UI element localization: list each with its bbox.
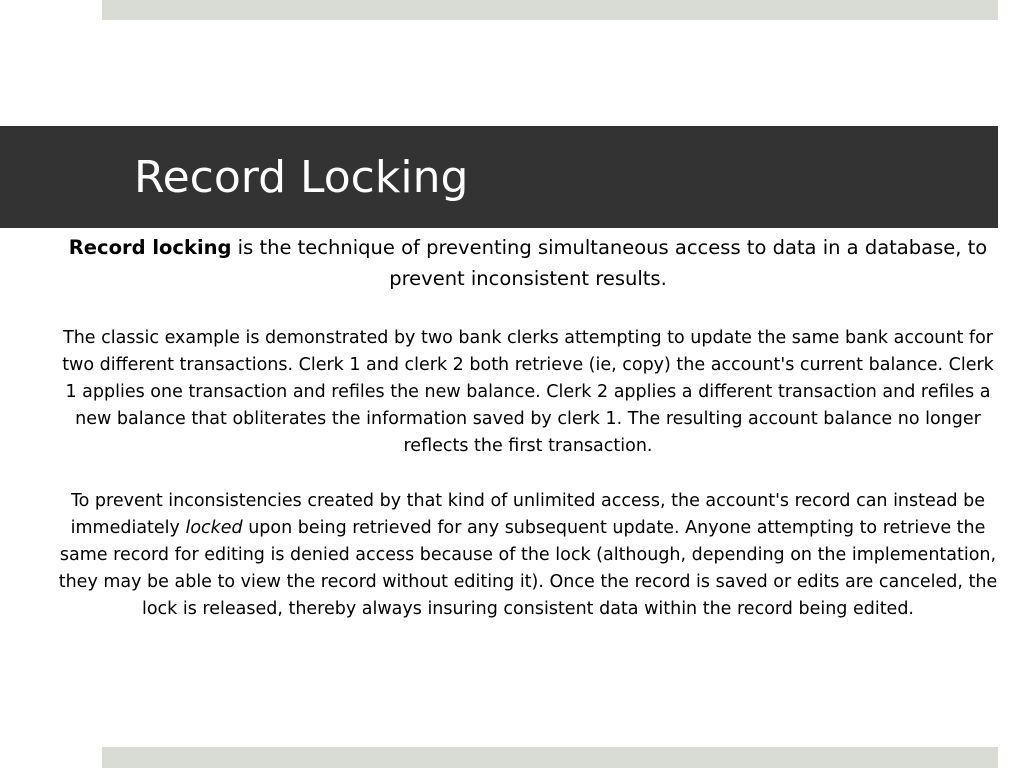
prevention-text-after: upon being retrieved for any subsequent update. Anyone attempting to retrieve the same record for editing is denied access because of the lock (although, depending on the implementation, they may be able to view the record without editing it). Once the record is saved or edits are canceled, the lock is released, thereby always insuring consistent data within the record being edited. <box>58 518 998 619</box>
lead-term: Record locking <box>68 236 232 259</box>
bottom-accent-bar <box>102 747 998 768</box>
prevention-paragraph <box>58 488 998 623</box>
slide-body <box>58 232 998 623</box>
lead-text: is the technique of preventing simultaneous access to data in a database, to prevent inconsistent results. <box>231 236 988 290</box>
lead-paragraph <box>58 232 998 294</box>
prevention-text-before: To prevent inconsistencies created by that kind of unlimited access, the account's record can instead be immediately <box>70 491 986 538</box>
top-accent-bar <box>102 0 998 20</box>
slide-title: Record Locking <box>134 152 469 203</box>
example-paragraph: The classic example is demonstrated by two bank clerks attempting to update the same bank account for two different transactions. Clerk 1 and clerk 2 both retrieve (ie, copy) the account's current balance. Clerk 1 applies one transaction and refiles the new balance. Clerk 2 applies a different transaction and refiles a new balance that obliterates the information saved by clerk 1. The resulting account balance no longer reflects the first transaction. <box>62 328 994 456</box>
prevention-emphasis: locked <box>185 518 243 538</box>
